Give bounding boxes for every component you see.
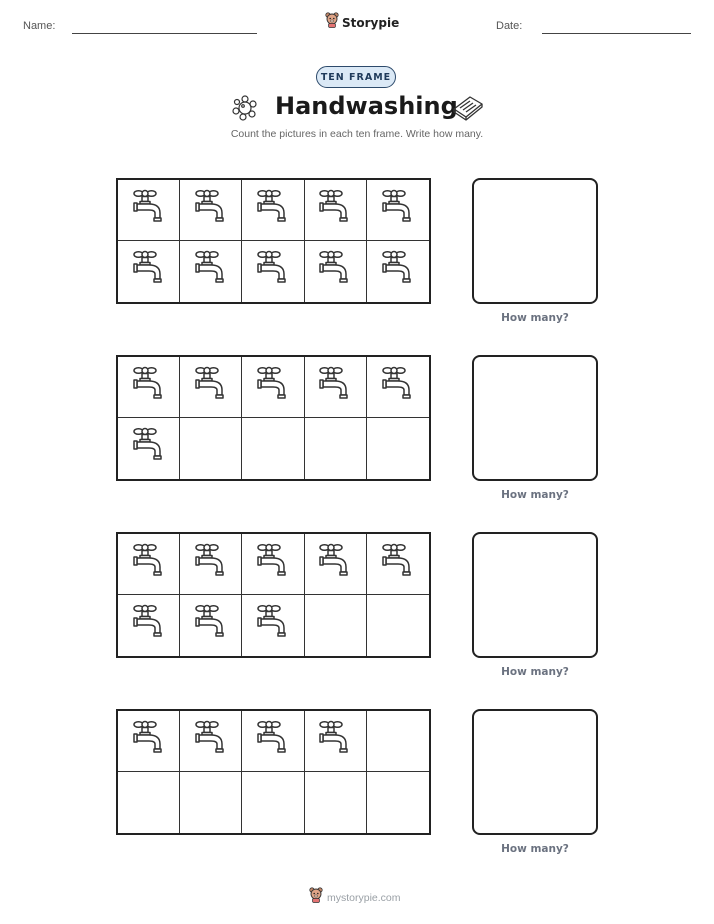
faucet-icon: [129, 363, 169, 412]
ten-frame-cell: [305, 418, 367, 479]
faucet-icon: [191, 363, 231, 412]
faucet-icon: [315, 363, 355, 412]
footer-site: mystorypie.com: [327, 891, 401, 904]
ten-frame-cell: [305, 772, 367, 833]
ten-frame-cell: [180, 711, 242, 772]
ten-frame-cell: [242, 534, 304, 595]
faucet-icon: [129, 424, 169, 473]
faucet-icon: [191, 186, 231, 235]
ten-frame-cell: [305, 241, 367, 302]
faucet-icon: [315, 247, 355, 296]
ten-frame-cell: [367, 241, 429, 302]
faucet-icon: [191, 601, 231, 650]
ten-frame-cell: [367, 418, 429, 479]
ten-frame-cell: [180, 534, 242, 595]
ten-frame-cell: [180, 595, 242, 656]
ten-frame: [116, 355, 431, 481]
ten-frame-cell: [242, 241, 304, 302]
ten-frame-cell: [242, 595, 304, 656]
faucet-icon: [191, 540, 231, 589]
ten-frame-cell: [367, 357, 429, 418]
faucet-icon: [315, 186, 355, 235]
faucet-icon: [253, 717, 293, 766]
footer: [309, 887, 401, 908]
ten-frame-badge: TEN FRAME: [316, 66, 396, 88]
ten-frame-cell: [118, 180, 180, 241]
name-line[interactable]: [72, 33, 257, 34]
ten-frame-cell: [305, 180, 367, 241]
faucet-icon: [315, 717, 355, 766]
faucet-icon: [129, 247, 169, 296]
ten-frame: [116, 178, 431, 304]
how-many-label: How many?: [501, 843, 569, 855]
name-label: Name:: [23, 20, 56, 32]
ten-frame-cell: [242, 711, 304, 772]
bear-mascot-icon: [325, 12, 339, 33]
ten-frame-cell: [242, 418, 304, 479]
brand-logo: [325, 12, 399, 33]
faucet-icon: [129, 540, 169, 589]
ten-frame: [116, 709, 431, 835]
how-many-label: How many?: [501, 312, 569, 324]
ten-frame-cell: [118, 418, 180, 479]
soap-bar-icon: [451, 93, 485, 126]
faucet-icon: [253, 186, 293, 235]
ten-frame-cell: [118, 711, 180, 772]
ten-frame-cell: [367, 711, 429, 772]
ten-frame-cell: [305, 357, 367, 418]
brand-name: Storypie: [342, 15, 400, 30]
answer-box[interactable]: [472, 532, 598, 658]
page-title: Handwashing: [275, 92, 458, 120]
faucet-icon: [253, 363, 293, 412]
soap-bubbles-icon: [232, 95, 258, 126]
faucet-icon: [253, 601, 293, 650]
ten-frame-cell: [118, 357, 180, 418]
how-many-label: How many?: [501, 489, 569, 501]
date-line[interactable]: [542, 33, 691, 34]
faucet-icon: [253, 247, 293, 296]
ten-frame-cell: [180, 772, 242, 833]
bear-mascot-icon: [309, 887, 323, 908]
faucet-icon: [129, 717, 169, 766]
faucet-icon: [191, 717, 231, 766]
answer-box[interactable]: [472, 709, 598, 835]
ten-frame-cell: [367, 534, 429, 595]
ten-frame-cell: [367, 772, 429, 833]
instructions: Count the pictures in each ten frame. Write how many.: [230, 128, 484, 140]
answer-box[interactable]: [472, 178, 598, 304]
ten-frame-cell: [242, 772, 304, 833]
ten-frame-cell: [118, 534, 180, 595]
ten-frame-cell: [180, 180, 242, 241]
ten-frame-cell: [242, 180, 304, 241]
ten-frame-cell: [118, 772, 180, 833]
ten-frame-cell: [242, 357, 304, 418]
ten-frame: [116, 532, 431, 658]
ten-frame-cell: [180, 241, 242, 302]
ten-frame-cell: [305, 534, 367, 595]
faucet-icon: [378, 247, 418, 296]
ten-frame-cell: [118, 595, 180, 656]
how-many-label: How many?: [501, 666, 569, 678]
ten-frame-cell: [367, 180, 429, 241]
ten-frame-cell: [180, 418, 242, 479]
ten-frame-cell: [180, 357, 242, 418]
faucet-icon: [129, 601, 169, 650]
faucet-icon: [315, 540, 355, 589]
ten-frame-cell: [367, 595, 429, 656]
faucet-icon: [378, 186, 418, 235]
ten-frame-cell: [305, 595, 367, 656]
faucet-icon: [253, 540, 293, 589]
faucet-icon: [378, 363, 418, 412]
answer-box[interactable]: [472, 355, 598, 481]
ten-frame-cell: [305, 711, 367, 772]
faucet-icon: [129, 186, 169, 235]
faucet-icon: [191, 247, 231, 296]
ten-frame-cell: [118, 241, 180, 302]
date-label: Date:: [496, 20, 523, 32]
faucet-icon: [378, 540, 418, 589]
